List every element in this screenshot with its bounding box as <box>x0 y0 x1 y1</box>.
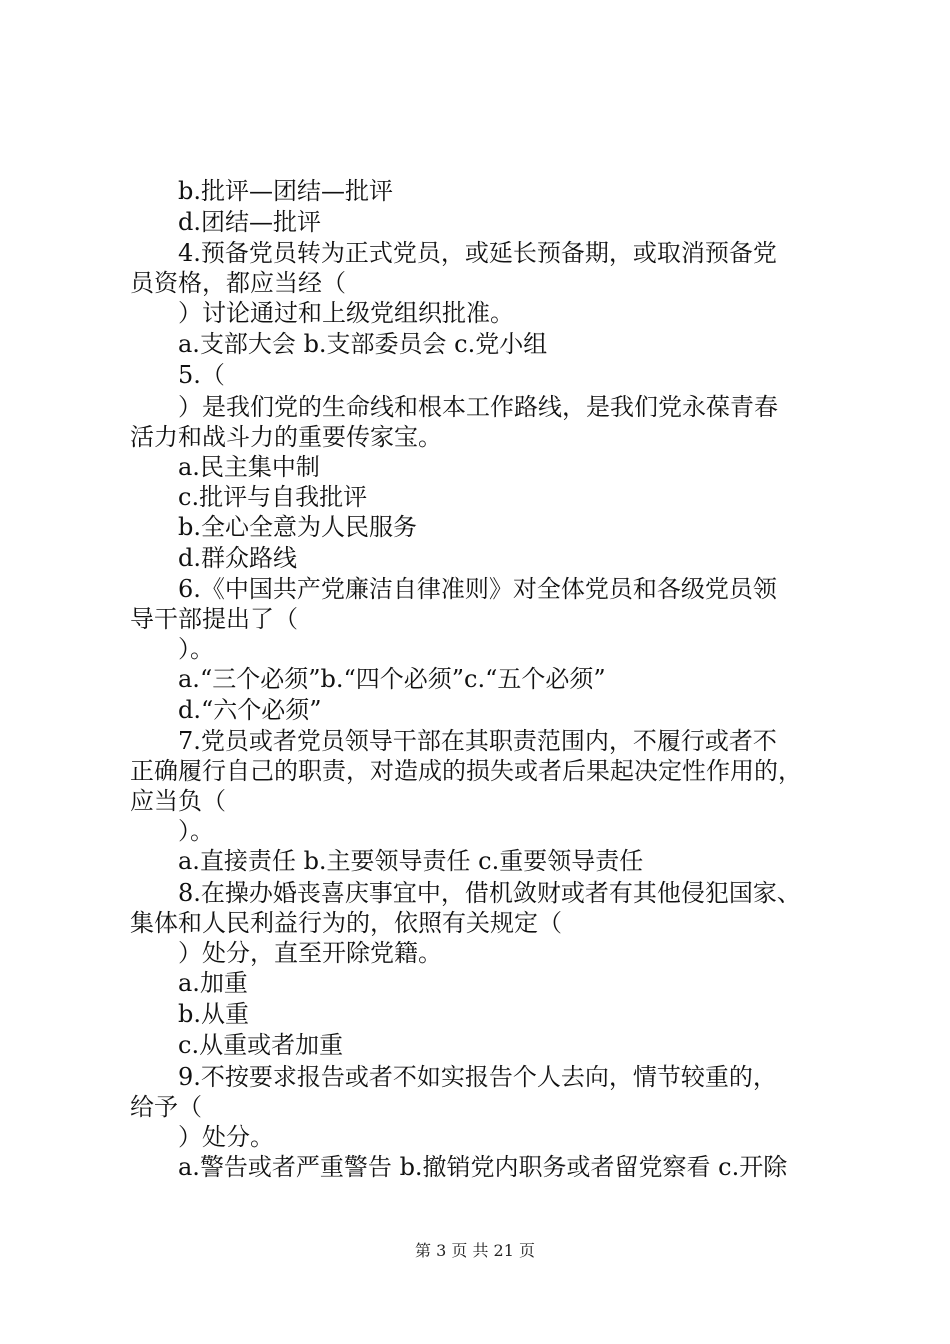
question-4-line-1: 4.预备党员转为正式党员，或延长预备期，或取消预备党 <box>178 239 777 267</box>
question-4-line-2: 员资格，都应当经（ <box>130 269 346 297</box>
option-b-q5: b.全心全意为人民服务 <box>178 513 417 541</box>
question-4-line-3: ）讨论通过和上级党组织批准。 <box>178 299 514 327</box>
question-9-line-1: 9.不按要求报告或者不如实报告个人去向，情节较重的， <box>178 1063 777 1091</box>
question-6-line-2: 导干部提出了（ <box>130 605 298 633</box>
question-8-line-1: 8.在操办婚丧喜庆事宜中，借机敛财或者有其他侵犯国家、 <box>178 879 801 907</box>
question-9-line-2: 给予（ <box>130 1093 202 1121</box>
option-c-q8: c.从重或者加重 <box>178 1031 344 1059</box>
question-7-line-2: 正确履行自己的职责，对造成的损失或者后果起决定性作用的， <box>130 757 802 785</box>
question-9-options: a.警告或者严重警告 b.撤销党内职务或者留党察看 c.开除 <box>178 1153 788 1181</box>
question-6-line-3: ）。 <box>178 635 214 663</box>
question-7-line-1: 7.党员或者党员领导干部在其职责范围内，不履行或者不 <box>178 727 777 755</box>
question-4-options: a.支部大会 b.支部委员会 c.党小组 <box>178 330 548 358</box>
question-9-line-3: ）处分。 <box>178 1123 274 1151</box>
question-7-options: a.直接责任 b.主要领导责任 c.重要领导责任 <box>178 847 644 875</box>
option-d-q3: d.团结—批评 <box>178 208 321 236</box>
option-c-q5: c.批评与自我批评 <box>178 483 368 511</box>
question-6-options-1: a.“三个必须”b.“四个必须”c.“五个必须” <box>178 665 606 693</box>
question-5-line-2: ）是我们党的生命线和根本工作路线，是我们党永葆青春 <box>178 393 778 421</box>
question-5-line-1: 5.（ <box>178 361 225 389</box>
option-b-q3: b.批评—团结—批评 <box>178 177 393 205</box>
question-6-line-1: 6.《中国共产党廉洁自律准则》对全体党员和各级党员领 <box>178 575 777 603</box>
question-8-line-2: 集体和人民利益行为的，依照有关规定（ <box>130 909 562 937</box>
option-d-q5: d.群众路线 <box>178 544 297 572</box>
question-7-line-4: ）。 <box>178 817 214 845</box>
question-8-line-3: ）处分，直至开除党籍。 <box>178 939 442 967</box>
option-b-q8: b.从重 <box>178 1000 249 1028</box>
page-number-footer: 第 3 页 共 21 页 <box>415 1241 535 1260</box>
option-a-q8: a.加重 <box>178 969 248 997</box>
option-a-q5: a.民主集中制 <box>178 453 320 481</box>
question-5-line-3: 活力和战斗力的重要传家宝。 <box>130 423 442 451</box>
question-6-options-2: d.“六个必须” <box>178 696 322 724</box>
question-7-line-3: 应当负（ <box>130 787 226 815</box>
